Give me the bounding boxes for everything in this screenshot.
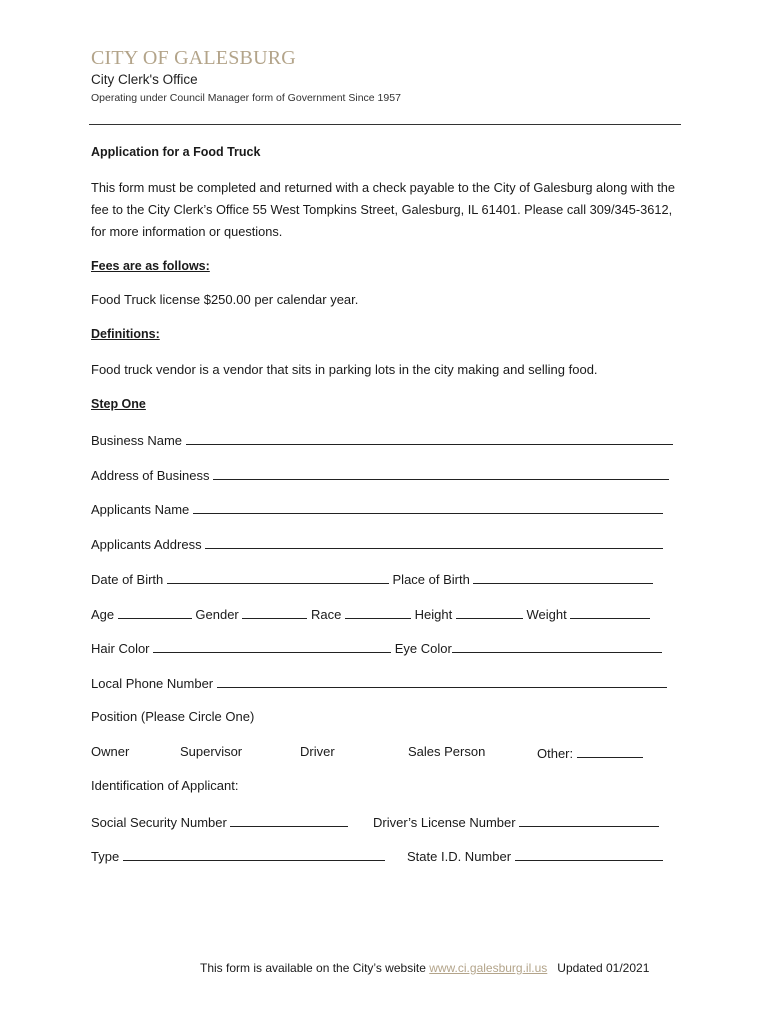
pob-field[interactable] [473, 570, 653, 584]
gender-label: Gender [195, 607, 239, 622]
applicant-name-row [91, 500, 663, 517]
definition-text: Food truck vendor is a vendor that sits in parking lots in the city making and selling food. [91, 362, 598, 377]
government-subtitle: Operating under Council Manager form of Government Since 1957 [91, 92, 401, 104]
race-label: Race [311, 607, 342, 622]
weight-label: Weight [526, 607, 567, 622]
intro-paragraph: This form must be completed and returned with a check payable to the City of Galesburg along with the fee to the City Clerk’s Office 55 West Tompkins Street, Galesburg, IL 61401. Please call 309/345-3612, for more information or questions. [91, 180, 675, 239]
position-option-driver[interactable]: Driver [300, 744, 335, 759]
pob-label: Place of Birth [392, 572, 470, 587]
position-option-sales-person[interactable]: Sales Person [408, 744, 486, 759]
dob-field[interactable] [167, 570, 389, 584]
dl-label: Driver’s License Number [373, 815, 516, 830]
gender-field[interactable] [242, 605, 307, 619]
office-name: City Clerk's Office [91, 72, 198, 87]
header-divider [89, 124, 681, 125]
position-option-supervisor[interactable]: Supervisor [180, 744, 243, 759]
dob-label: Date of Birth [91, 572, 164, 587]
birth-row [91, 570, 653, 587]
state-id-label: State I.D. Number [407, 849, 512, 864]
height-field[interactable] [456, 605, 523, 619]
position-other-field[interactable] [577, 744, 643, 758]
phone-field[interactable] [217, 674, 667, 688]
eye-color-label: Eye Color [394, 641, 452, 656]
business-name-label: Business Name [91, 433, 183, 448]
state-id-field[interactable] [515, 847, 663, 861]
race-field[interactable] [345, 605, 411, 619]
org-name: CITY OF GALESBURG [91, 47, 296, 69]
definitions-heading: Definitions: [91, 327, 160, 341]
ssn-row [91, 813, 348, 830]
business-name-row [91, 431, 673, 448]
footer [200, 961, 649, 975]
dl-field[interactable] [519, 813, 659, 827]
business-address-field[interactable] [213, 466, 669, 480]
type-field[interactable] [123, 847, 385, 861]
type-row [91, 847, 385, 864]
hair-color-label: Hair Color [91, 641, 150, 656]
fees-heading: Fees are as follows: [91, 259, 210, 273]
applicant-address-label: Applicants Address [91, 537, 202, 552]
physical-row [91, 605, 650, 622]
color-row [91, 639, 662, 656]
applicant-name-label: Applicants Name [91, 502, 190, 517]
ssn-label: Social Security Number [91, 815, 227, 830]
phone-row [91, 674, 667, 691]
form-title: Application for a Food Truck [91, 145, 261, 159]
type-label: Type [91, 849, 120, 864]
hair-color-field[interactable] [153, 639, 391, 653]
updated-date: Updated 01/2021 [557, 961, 650, 975]
position-option-other[interactable]: Other: [537, 746, 574, 761]
fee-text: Food Truck license $250.00 per calendar year. [91, 292, 359, 307]
step-one-heading: Step One [91, 397, 146, 411]
ssn-field[interactable] [230, 813, 348, 827]
state-id-row [407, 847, 663, 864]
applicant-address-field[interactable] [205, 535, 663, 549]
business-address-row [91, 466, 669, 483]
age-field[interactable] [118, 605, 192, 619]
footer-text: This form is available on the City’s website [200, 961, 426, 975]
position-option-owner[interactable]: Owner [91, 744, 130, 759]
business-address-label: Address of Business [91, 468, 210, 483]
applicant-address-row [91, 535, 663, 552]
identification-label: Identification of Applicant: [91, 778, 239, 793]
applicant-name-field[interactable] [193, 500, 663, 514]
phone-label: Local Phone Number [91, 676, 214, 691]
weight-field[interactable] [570, 605, 650, 619]
website-link[interactable]: www.ci.galesburg.il.us [429, 961, 548, 975]
dl-row [373, 813, 659, 830]
eye-color-field[interactable] [452, 639, 662, 653]
position-label: Position (Please Circle One) [91, 709, 255, 724]
age-label: Age [91, 607, 115, 622]
height-label: Height [414, 607, 453, 622]
position-other-row [537, 744, 643, 761]
business-name-field[interactable] [186, 431, 673, 445]
